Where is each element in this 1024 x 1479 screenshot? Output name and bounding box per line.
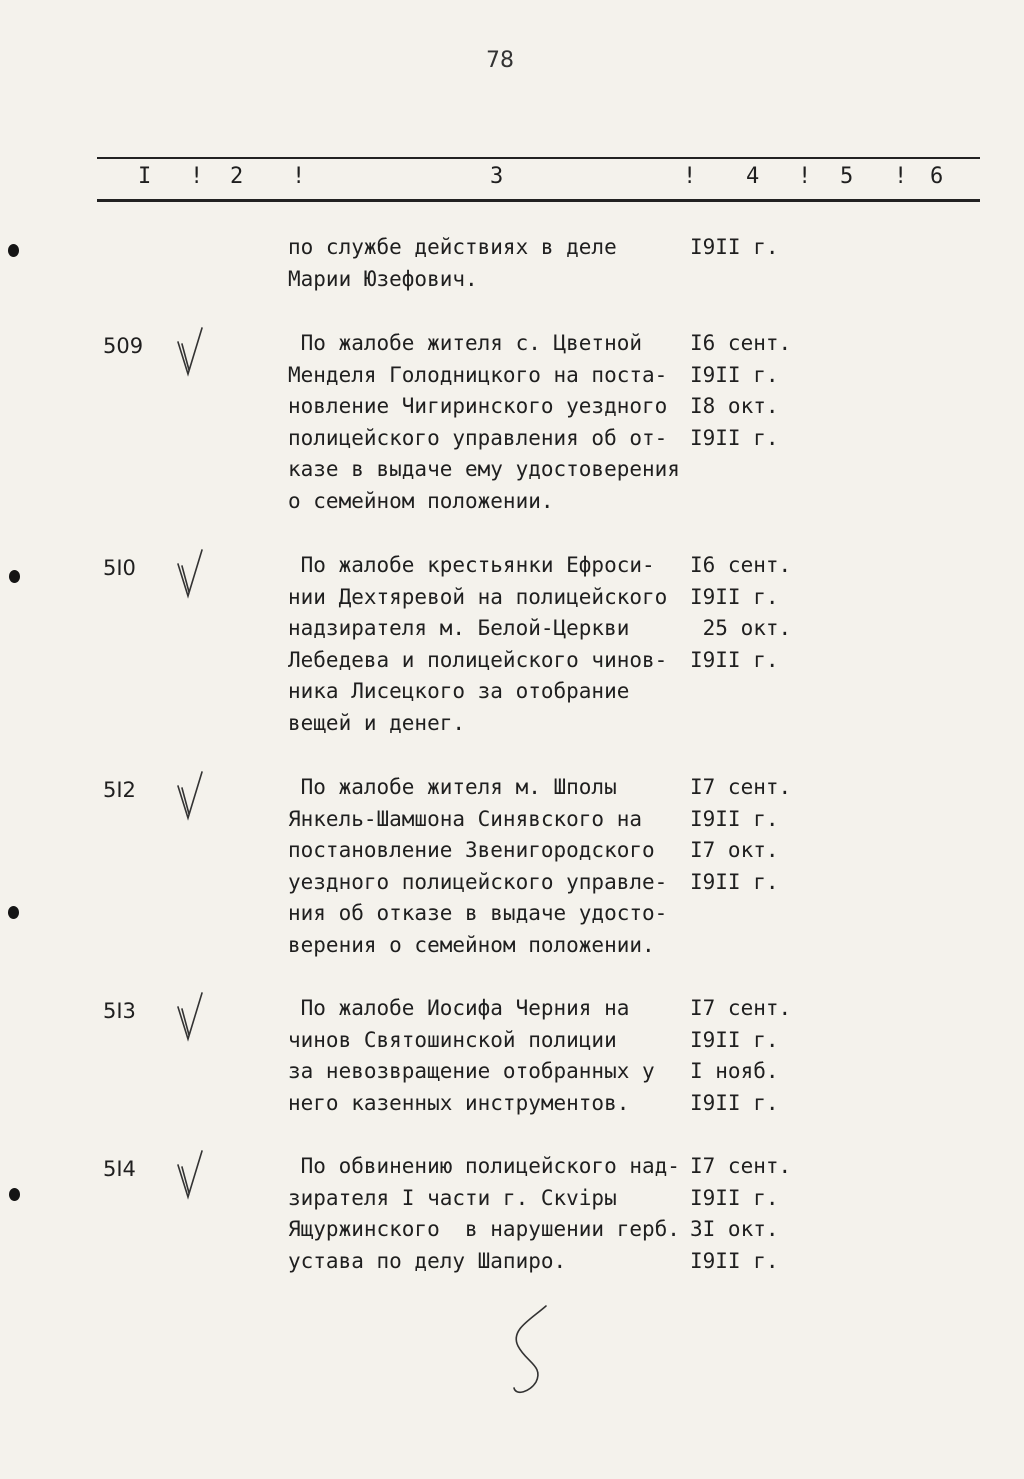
description-line: о семейном положении. xyxy=(288,488,554,513)
header-col-3: 3 xyxy=(490,164,504,189)
record-dates xyxy=(690,993,791,1119)
description-line: ника Лисецкого за отобрание xyxy=(288,679,630,703)
header-separator: ! xyxy=(190,164,204,189)
description-line: зирателя I части г. Скviры xyxy=(288,1185,617,1210)
header-col-4: 4 xyxy=(746,164,760,189)
header-col-6: 6 xyxy=(930,164,944,189)
description-line: полицейского управления об от- xyxy=(288,425,668,450)
description-line: По жалобе жителя с. Цветной xyxy=(288,331,643,355)
description-line: вещей и денег. xyxy=(288,710,466,735)
date-line: I7 сент. xyxy=(690,1154,792,1178)
description-line: казе в выдаче ему удостоверения xyxy=(288,457,680,481)
description-line: надзирателя м. Белой-Церкви xyxy=(288,616,630,640)
description-line: Менделя Голодницкого на поста- xyxy=(288,362,668,387)
date-line: I9II г. xyxy=(690,1185,779,1210)
header-separator: ! xyxy=(798,164,812,189)
binding-hole xyxy=(8,906,19,919)
date-line: I9II г. xyxy=(690,362,779,387)
binding-hole xyxy=(9,1188,20,1201)
record-dates xyxy=(690,232,779,264)
description-line: нии Дехтяревой на полицейского xyxy=(288,584,668,609)
record-description xyxy=(288,232,617,295)
description-line: уездного полицейского управле- xyxy=(288,869,668,894)
description-line: по службе действиях в деле xyxy=(288,235,617,259)
record-number: 509 xyxy=(103,334,144,358)
record-dates xyxy=(690,1151,791,1277)
description-line: чинов Святошинской полиции xyxy=(288,1027,617,1052)
description-line: постановление Звенигородского xyxy=(288,838,655,862)
record-description xyxy=(288,993,655,1119)
record-description xyxy=(288,328,680,517)
date-line: I7 сент. xyxy=(690,996,792,1020)
description-line: По жалобе жителя м. Шполы xyxy=(288,775,617,799)
check-mark-icon xyxy=(168,764,228,824)
date-line: I7 окт. xyxy=(690,838,779,862)
description-line: Ящуржинского в нарушении герб. xyxy=(288,1217,680,1241)
date-line: I6 сент. xyxy=(690,553,792,577)
record-number: 5I4 xyxy=(103,1157,136,1181)
record-description xyxy=(288,1151,680,1277)
description-line: По жалобе Иосифа Черния на xyxy=(288,996,630,1020)
header-col-2: 2 xyxy=(230,164,244,189)
header-separator: ! xyxy=(292,164,306,189)
description-line: новление Чигиринского уездного xyxy=(288,394,668,418)
description-line: верения о семейном положении. xyxy=(288,932,655,957)
description-line: Лебедева и полицейского чинов- xyxy=(288,647,668,672)
date-line: I9II г. xyxy=(690,1090,779,1115)
date-line: I6 сент. xyxy=(690,331,792,355)
binding-hole xyxy=(8,244,19,257)
date-line: 3I окт. xyxy=(690,1217,779,1241)
description-line: Янкель-Шамшона Синявского на xyxy=(288,806,643,831)
description-line: ния об отказе в выдаче удосто- xyxy=(288,901,668,925)
date-line: I8 окт. xyxy=(690,394,779,418)
date-line: I9II г. xyxy=(690,584,779,609)
date-line: I9II г. xyxy=(690,647,779,672)
description-line: По жалобе крестьянки Ефроси- xyxy=(288,553,655,577)
header-col-5: 5 xyxy=(840,164,854,189)
check-mark-icon xyxy=(168,320,228,380)
table-header-bottom-rule xyxy=(97,199,980,202)
record-description xyxy=(288,772,667,961)
description-line: устава по делу Шапиро. xyxy=(288,1248,567,1273)
header-separator: ! xyxy=(894,164,908,189)
description-line: По обвинению полицейского над- xyxy=(288,1154,680,1178)
record-number: 5I2 xyxy=(103,778,136,802)
description-line: него казенных инструментов. xyxy=(288,1090,630,1115)
header-col-1: I xyxy=(138,164,152,189)
table-header xyxy=(0,164,1024,194)
binding-hole xyxy=(9,570,20,583)
page-number: 78 xyxy=(486,48,514,73)
date-line: I9II г. xyxy=(690,235,779,259)
date-line: I9II г. xyxy=(690,869,779,894)
record-description xyxy=(288,550,667,739)
date-line: 25 окт. xyxy=(690,616,792,640)
date-line: I9II г. xyxy=(690,1027,779,1052)
handwritten-signature xyxy=(500,1300,560,1400)
record-number: 5I3 xyxy=(103,999,136,1023)
record-dates xyxy=(690,550,791,676)
date-line: I9II г. xyxy=(690,425,779,450)
date-line: I7 сент. xyxy=(690,775,792,799)
table-header-top-rule xyxy=(97,157,980,159)
date-line: I9II г. xyxy=(690,806,779,831)
check-mark-icon xyxy=(168,542,228,602)
description-line: Марии Юзефович. xyxy=(288,266,478,291)
date-line: I нояб. xyxy=(690,1059,779,1083)
date-line: I9II г. xyxy=(690,1248,779,1273)
check-mark-icon xyxy=(168,1143,228,1203)
record-dates xyxy=(690,772,791,898)
record-dates xyxy=(690,328,791,454)
check-mark-icon xyxy=(168,985,228,1045)
record-number: 5I0 xyxy=(103,556,136,580)
description-line: за невозвращение отобранных у xyxy=(288,1059,655,1083)
header-separator: ! xyxy=(683,164,697,189)
